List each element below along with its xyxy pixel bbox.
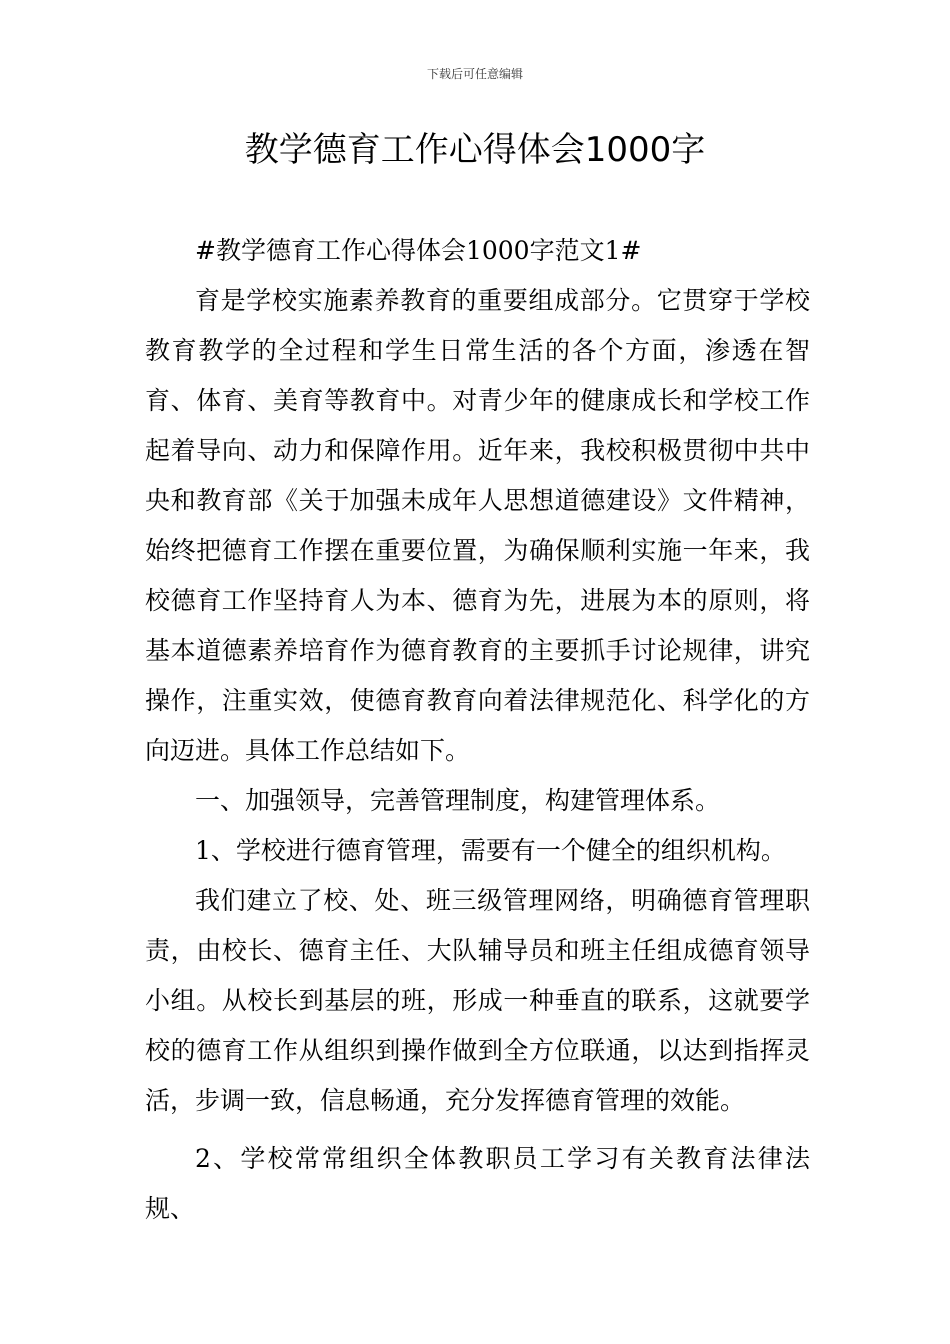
paragraph-section-one: 一、加强领导，完善管理制度，构建管理体系。 [195, 786, 721, 815]
paragraph-item-two: 2、学校常常组织全体教职员工学习有关教育法律法规、 [145, 1144, 810, 1223]
paragraph-intro: 育是学校实施素养教育的重要组成部分。它贯穿于学校教育教学的全过程和学生日常生活的各个方面，渗透在智育、体育、美育等教育中。对青少年的健康成长和学校工作起着导向、动力和保障作用。近年来，我校积极贯彻中共中央和教育部《关于加强未成年人思想道德建设》文件精神，始终把德育工作摆在重要位置，为确保顺利实施一年来，我校德育工作坚持育人为本、德育为先，进展为本的原则，将基本道德素养培育作为德育教育的主要抓手讨论规律，讲究操作，注重实效，使德育教育向着法律规范化、科学化的方向迈进。具体工作总结如下。 [145, 286, 810, 765]
paragraph-item-one: 1、学校进行德育管理，需要有一个健全的组织机构。 [195, 836, 786, 865]
document-body [145, 226, 810, 1234]
header-note: 下载后可任意编辑 [426, 67, 523, 81]
section-heading: #教学德育工作心得体会1000字范文1# [195, 236, 642, 265]
document-title: 教学德育工作心得体会1000字 [244, 130, 706, 170]
paragraph-management-network: 我们建立了校、处、班三级管理网络，明确德育管理职责，由校长、德育主任、大队辅导员和班主任组成德育领导小组。从校长到基层的班，形成一种垂直的联系，这就要学校的德育工作从组织到操作做到全方位联通，以达到指挥灵活，步调一致，信息畅通，充分发挥德育管理的效能。 [145, 886, 810, 1115]
